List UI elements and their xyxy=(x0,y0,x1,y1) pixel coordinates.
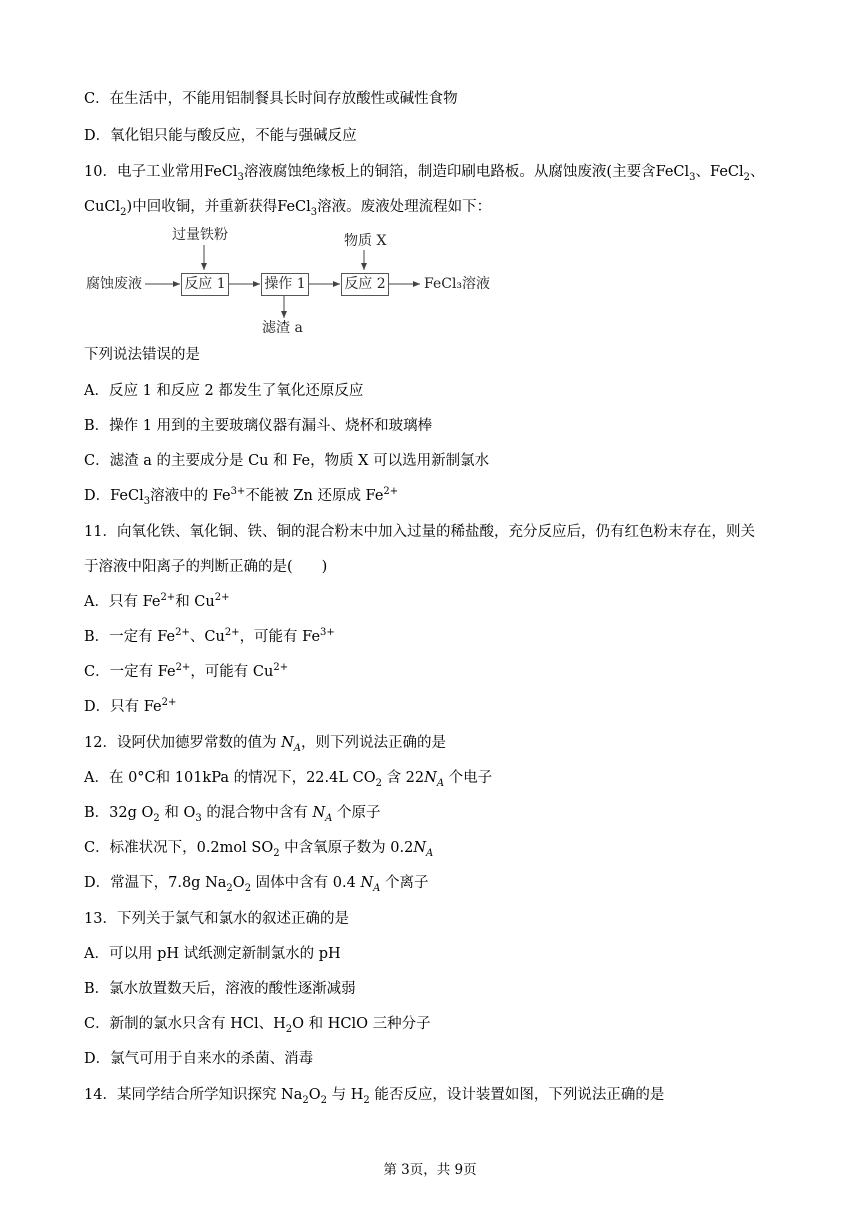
flow-feed-label: 腐蚀废液 xyxy=(86,276,142,292)
q13-option-a: A．可以用 pH 试纸测定新制氯水的 pH xyxy=(84,946,341,962)
q12-option-b: B．32g $O_2$ 和 $O_3$ 的混合物中含有 $N_A$ 个原子 xyxy=(84,805,381,824)
flow-step-operation1: 操作 1 xyxy=(261,273,309,296)
q10-option-c: C．滤渣 a 的主要成分是 Cu 和 Fe，物质 X 可以选用新制氯水 xyxy=(84,453,490,469)
q13-option-c: C．新制的氯水只含有 HCl、$H_2O$ 和 HClO 三种分子 xyxy=(84,1016,431,1035)
q11-stem-line1: 11．向氧化铁、氧化铜、铁、铜的混合粉末中加入过量的稀盐酸，充分反应后，仍有红色粉末存在，则关 xyxy=(84,524,755,540)
flow-residue-label: 滤渣 a xyxy=(262,320,303,336)
q9-option-c: C．在生活中，不能用铝制餐具长时间存放酸性或碱性食物 xyxy=(84,91,458,107)
q14-stem: 14．某同学结合所学知识探究 $Na_2O_2$ 与 $H_2$ 能否反应，设计装置如图，下列说法正确的是 xyxy=(84,1087,665,1106)
q9-option-d: D．氧化铝只能与酸反应，不能与强碱反应 xyxy=(84,128,357,144)
q10-option-d: D．FeCl$_3$溶液中的 $Fe^{3+}$不能被 Zn 还原成 $Fe^{2+}$ xyxy=(84,486,399,507)
flow-reagent1-label: 过量铁粉 xyxy=(172,227,228,243)
flow-product-label: FeCl₃溶液 xyxy=(424,276,491,292)
q11-option-d: D．只有 $Fe^{2+}$ xyxy=(84,697,177,715)
q13-option-d: D．氯气可用于自来水的杀菌、消毒 xyxy=(84,1051,314,1067)
q10-prompt: 下列说法错误的是 xyxy=(84,347,200,363)
q11-option-a: A．只有 $Fe^{2+}$和 $Cu^{2+}$ xyxy=(84,592,230,610)
q11-stem-line2: 于溶液中阳离子的判断正确的是( ) xyxy=(84,559,328,575)
q12-option-d: D．常温下，7.8g $Na_2O_2$ 固体中含有 0.4 $N_A$ 个离子 xyxy=(84,875,429,894)
flow-step-reaction2: 反应 2 xyxy=(341,273,389,296)
q12-stem: 12．设阿伏加德罗常数的值为 $N_A$，则下列说法正确的是 xyxy=(84,735,446,754)
q10-stem-line1: 10．电子工业常用FeCl$_3$溶液腐蚀绝缘板上的铜箔，制造印刷电路板。从腐蚀废液(主要含FeCl$_3$、FeCl$_2$、 xyxy=(84,164,765,183)
q10-stem-line2: CuCl$_2$)中回收铜，并重新获得FeCl$_3$溶液。废液处理流程如下： xyxy=(84,199,492,218)
flow-step-reaction1: 反应 1 xyxy=(181,273,229,296)
q13-stem: 13．下列关于氯气和氯水的叙述正确的是 xyxy=(84,911,349,927)
q10-option-a: A．反应 1 和反应 2 都发生了氧化还原反应 xyxy=(84,383,364,399)
q13-option-b: B．氯水放置数天后，溶液的酸性逐渐减弱 xyxy=(84,981,356,997)
q10-option-b: B．操作 1 用到的主要玻璃仪器有漏斗、烧杯和玻璃棒 xyxy=(84,418,433,434)
q11-option-c: C．一定有 $Fe^{2+}$，可能有 $Cu^{2+}$ xyxy=(84,662,289,680)
flow-reagent-x-label: 物质 X xyxy=(344,233,387,249)
q12-option-a: A．在 0°C和 101kPa 的情况下，22.4L $CO_2$ 含 $22N_A$ 个电子 xyxy=(84,770,493,789)
page-footer: 第 3页，共 9页 xyxy=(383,1162,477,1178)
q11-option-b: B．一定有 $Fe^{2+}$、$Cu^{2+}$，可能有 $Fe^{3+}$ xyxy=(84,627,335,645)
q12-option-c: C．标准状况下，0.2mol $SO_2$ 中含氧原子数为 $0.2N_A$ xyxy=(84,840,434,859)
